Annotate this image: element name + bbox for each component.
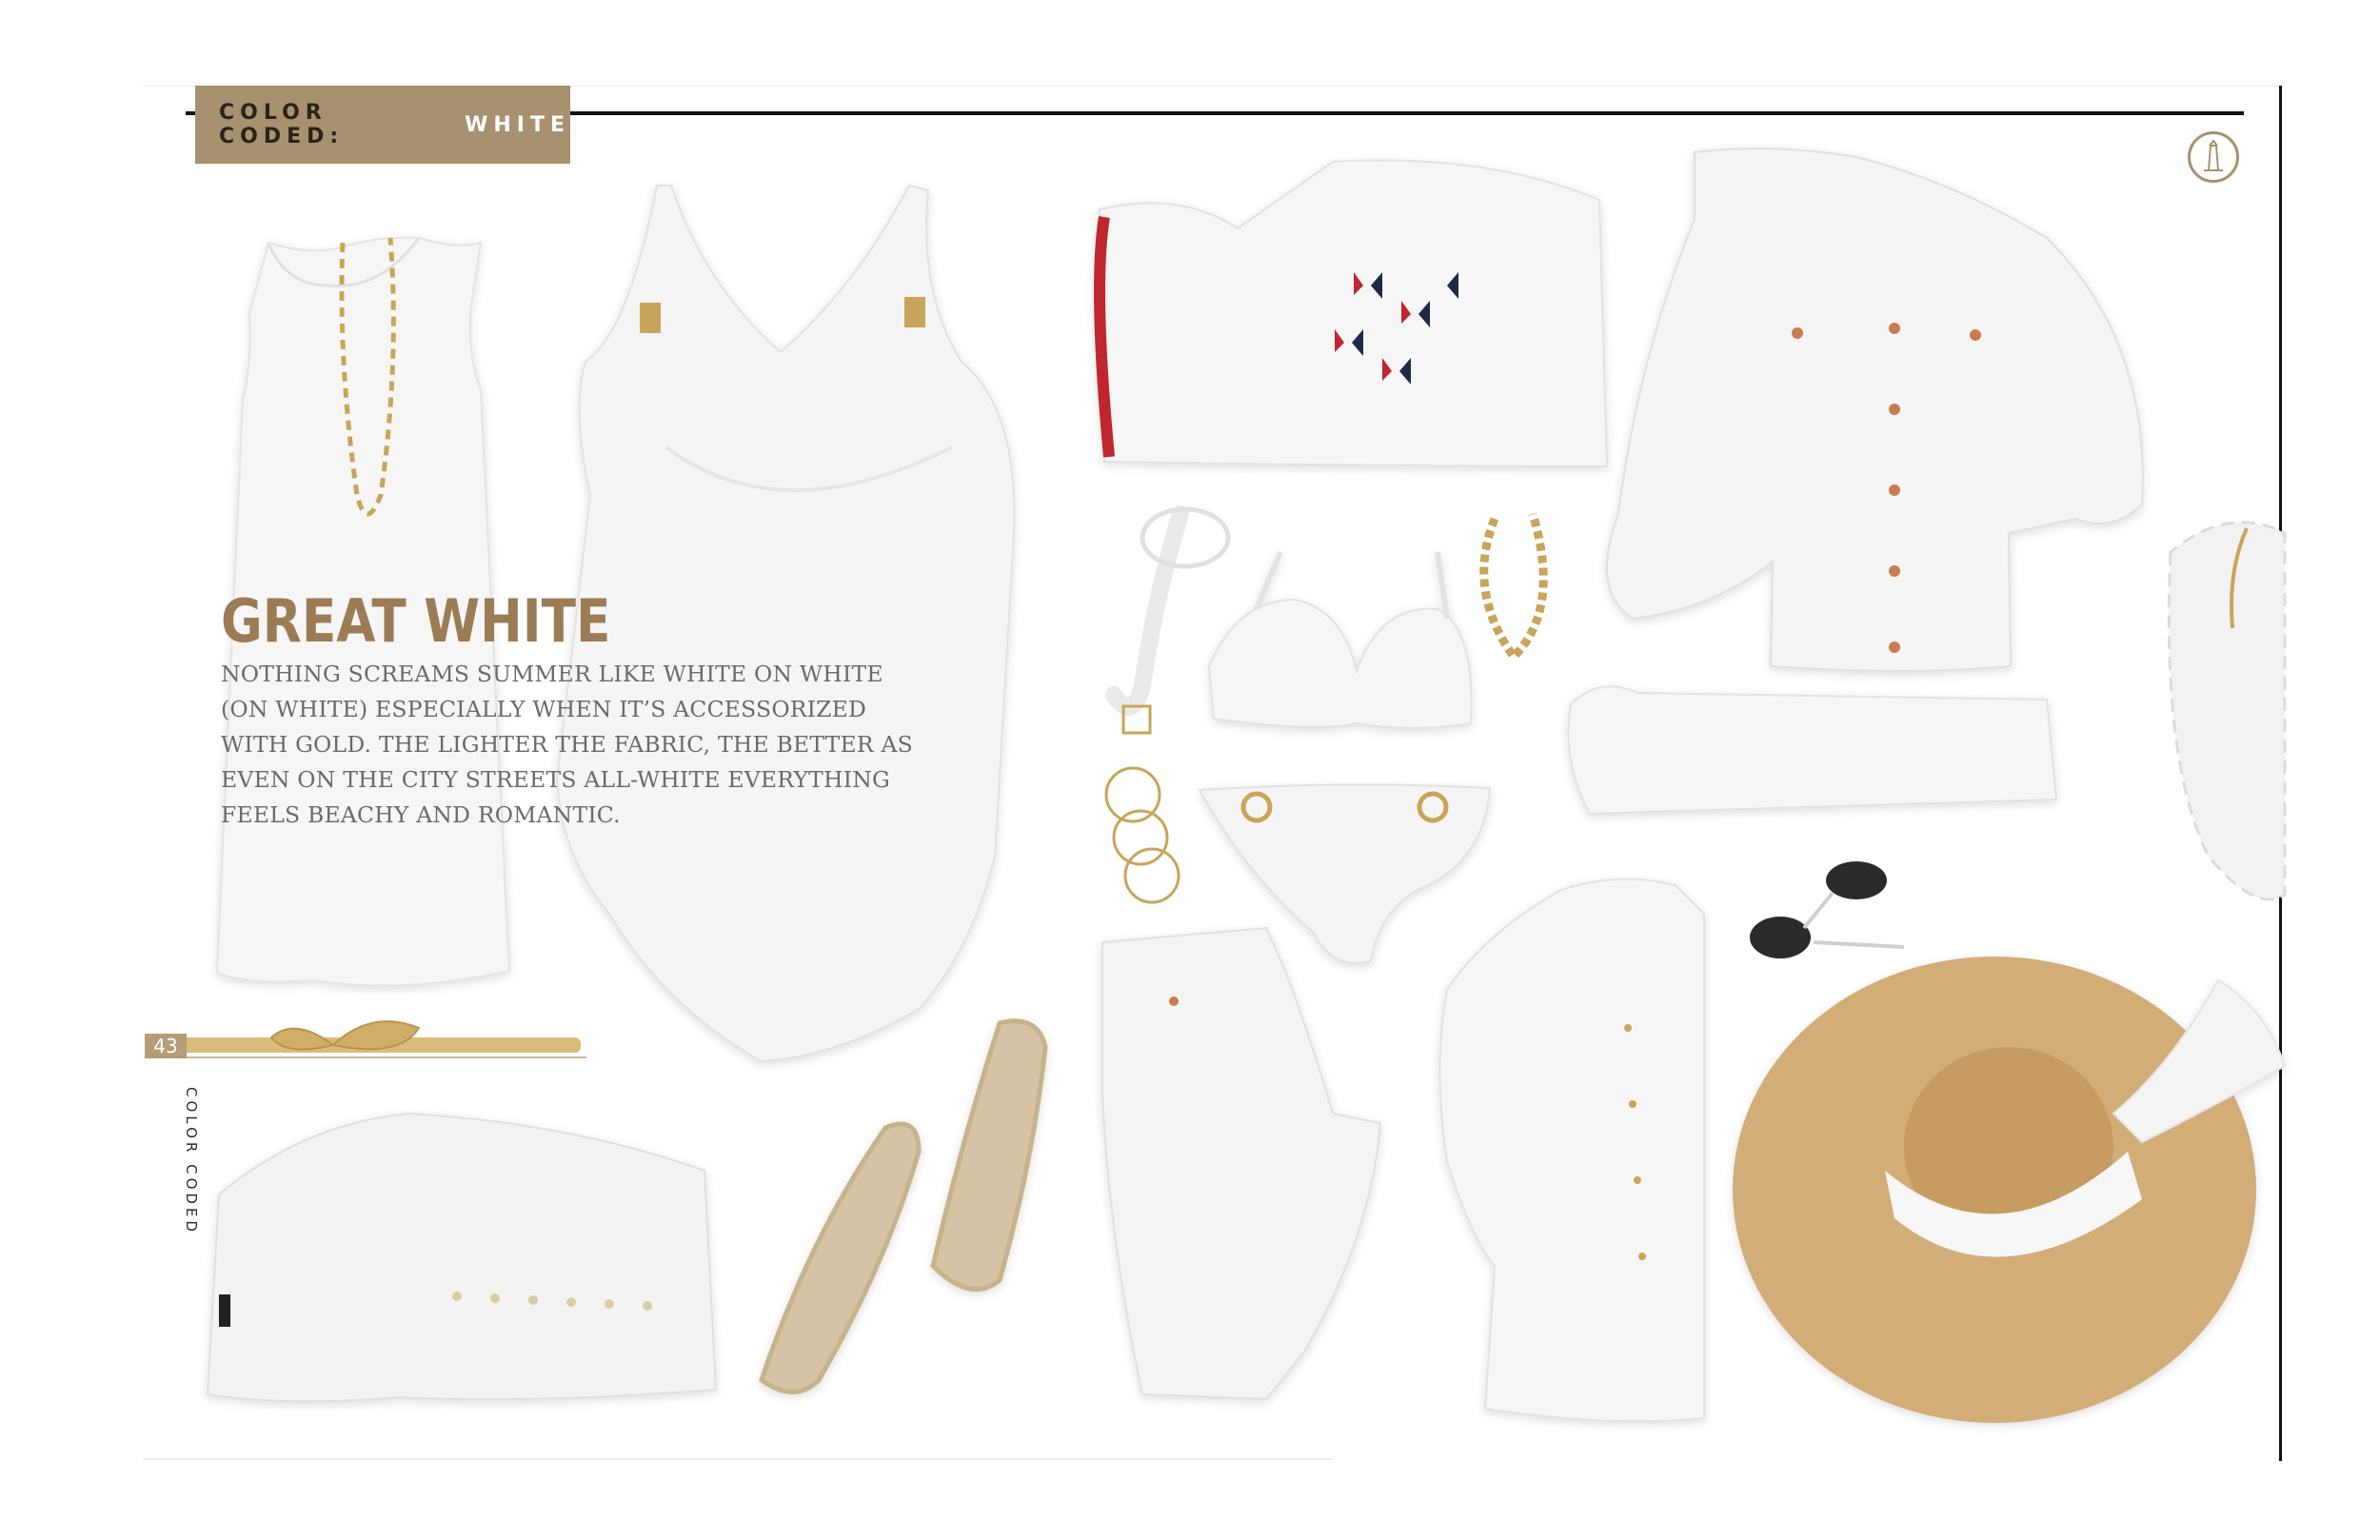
page-number: 43: [145, 1034, 187, 1058]
white-link-belt: [1114, 509, 1228, 733]
body-line: WITH GOLD. THE LIGHTER THE FABRIC, THE BETTER AS: [221, 731, 913, 758]
gold-bangles: [1106, 768, 1179, 902]
white-swimsuit: [557, 186, 1014, 1061]
gold-bow-belt: [171, 1021, 581, 1053]
white-denim-jacket: [1607, 148, 2143, 671]
page-number-rule: [187, 1056, 586, 1058]
headline: GREAT WHITE: [221, 586, 611, 656]
section-tag-highlight: WHITE: [465, 112, 570, 137]
aviator-sunglasses: [1750, 861, 1904, 958]
bikini-top: [1209, 552, 1472, 728]
body-line: FEELS BEACHY AND ROMANTIC.: [221, 801, 621, 828]
gold-chain-necklace: [1484, 514, 1544, 657]
body-line: EVEN ON THE CITY STREETS ALL-WHITE EVERYTHING: [221, 766, 890, 793]
cable-knit-cardigan: [208, 1114, 716, 1401]
rope-necklace: [2169, 523, 2285, 899]
white-tunic-shirt: [1440, 879, 1705, 1422]
straw-sun-hat: [1733, 957, 2285, 1423]
bandeau-top: [1569, 686, 2057, 814]
gold-sandals: [762, 1021, 1045, 1392]
body-line: NOTHING SCREAMS SUMMER LIKE WHITE ON WHITE: [221, 661, 883, 687]
white-jeans: [1102, 928, 1380, 1399]
section-side-label: COLOR CODED: [183, 1087, 200, 1235]
body-copy: [221, 657, 913, 833]
sailboat-sweater: [1100, 160, 1607, 466]
section-tag-prefix: COLOR CODED:: [219, 101, 345, 148]
body-line: (ON WHITE) ESPECIALLY WHEN IT’S ACCESSORIZED: [221, 696, 867, 722]
